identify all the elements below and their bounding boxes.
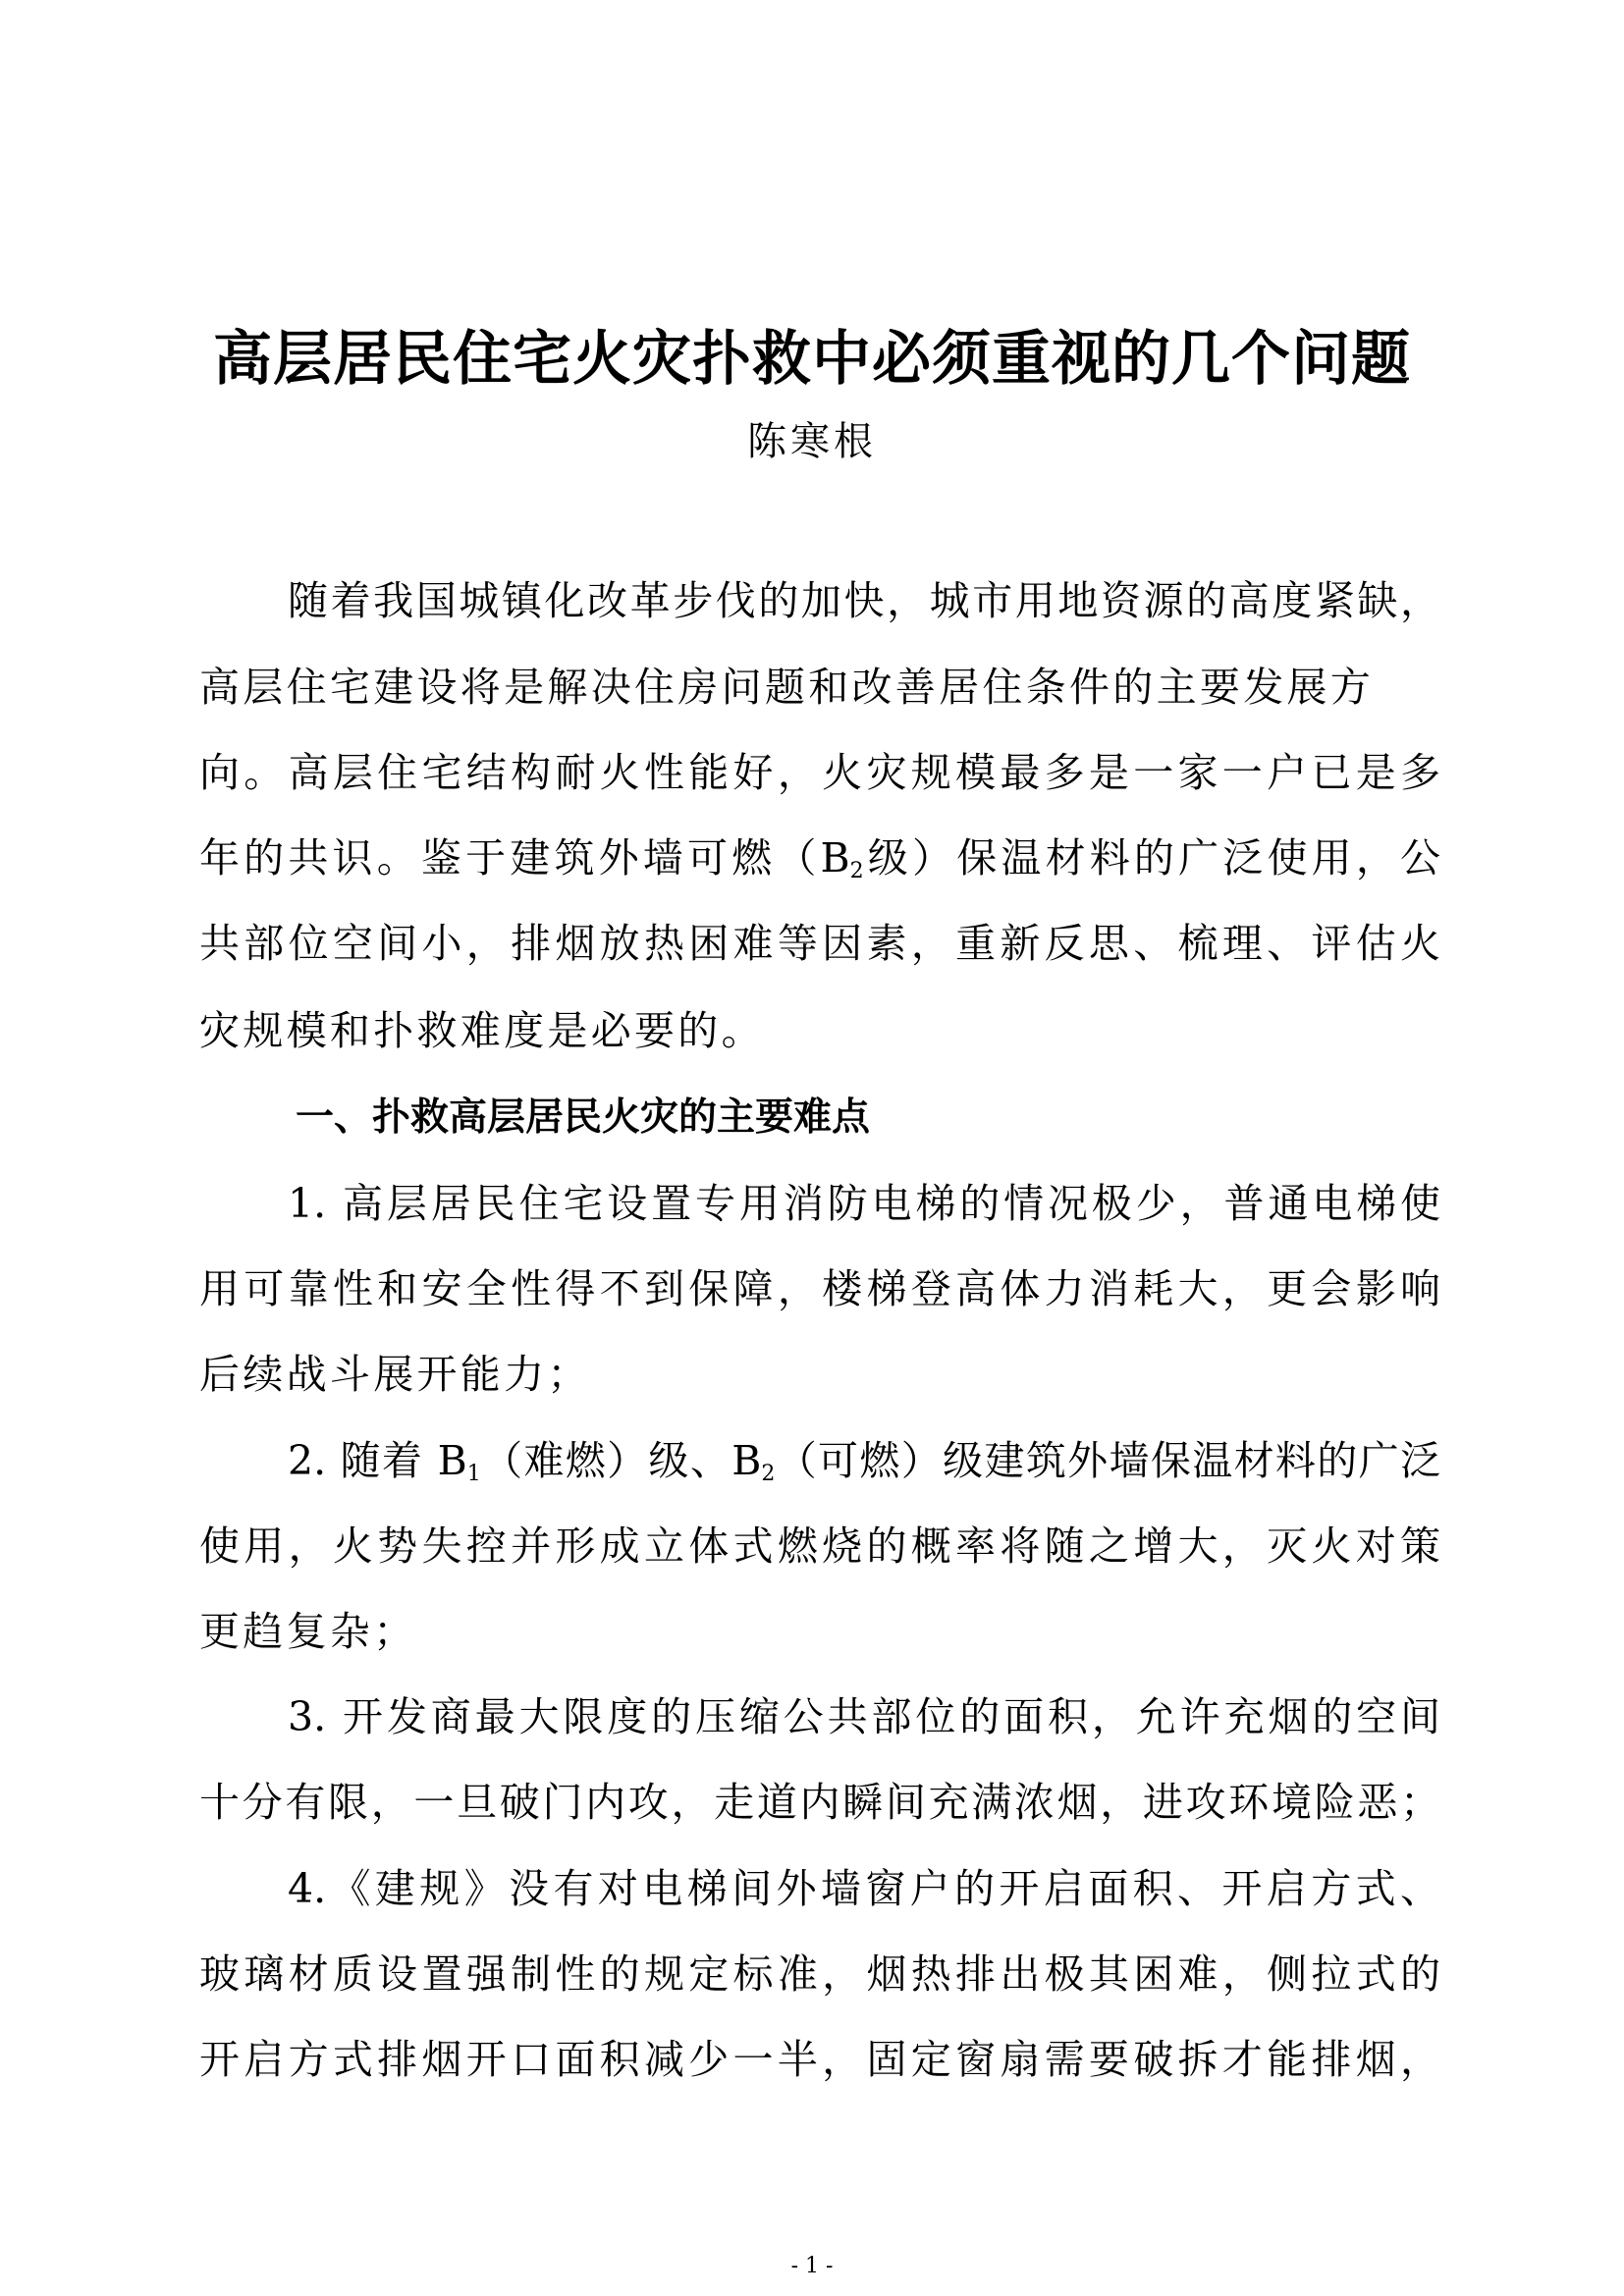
text: 共部位空间小，排烟放热困难等因素，重新反思、梳理、评估火 <box>199 920 1440 967</box>
list-item-line <box>288 1859 1440 1918</box>
subscript: 2 <box>849 859 864 883</box>
text: 十分有限，一旦破门内攻，走道内瞬间充满浓烟，进攻环境险恶； <box>199 1779 1440 1826</box>
paragraph-line <box>199 828 1440 887</box>
subscript: 2 <box>761 1462 776 1486</box>
text: 随着我国城镇化改革步伐的加快，城市用地资源的高度紧缺， <box>288 577 1440 624</box>
text: 开启方式排烟开口面积减少一半，固定窗扇需要破拆才能排烟， <box>199 2036 1440 2083</box>
paragraph-line <box>199 658 1440 717</box>
list-item-line <box>199 2030 1440 2089</box>
section-heading <box>296 1089 1537 1148</box>
subscript: 1 <box>466 1462 481 1486</box>
paragraph-line <box>199 1001 1440 1060</box>
list-item-line <box>199 1602 1440 1661</box>
text: 更趋复杂； <box>199 1608 417 1655</box>
list-item-line <box>199 1773 1440 1832</box>
paragraph-line <box>199 743 1440 802</box>
text: 高层住宅建设将是解决住房问题和改善居住条件的主要发展方 <box>199 664 1375 711</box>
text: 后续战斗展开能力； <box>199 1351 591 1398</box>
list-item-line <box>199 1945 1440 2003</box>
list-item-line <box>199 1259 1440 1318</box>
list-item-line <box>288 1687 1440 1746</box>
text: 一、扑救高层居民火灾的主要难点 <box>296 1095 871 1140</box>
text: 使用，火势失控并形成立体式燃烧的概率将随之增大，灭火对策 <box>199 1522 1440 1570</box>
list-item-line <box>199 1345 1440 1404</box>
author-name: 陈寒根 <box>747 419 877 464</box>
text: 用可靠性和安全性得不到保障，楼梯登高体力消耗大，更会影响 <box>199 1265 1440 1312</box>
list-item-line <box>288 1431 1440 1490</box>
text: 2. 随着 B <box>288 1437 467 1484</box>
text: 年的共识。鉴于建筑外墙可燃（B <box>199 834 850 881</box>
list-item-line <box>288 1174 1440 1233</box>
text: 3. 开发商最大限度的压缩公共部位的面积，允许充烟的空间 <box>288 1693 1440 1740</box>
text: 灾规模和扑救难度是必要的。 <box>199 1007 765 1054</box>
text: 4.《建规》没有对电梯间外墙窗户的开启面积、开启方式、 <box>288 1865 1440 1912</box>
text: 玻璃材质设置强制性的规定标准，烟热排出极其困难，侧拉式的 <box>199 1950 1440 1998</box>
document-title: 高层居民住宅火灾扑救中必须重视的几个问题 <box>213 325 1411 394</box>
paragraph-line <box>199 914 1440 973</box>
paragraph-line <box>288 571 1440 630</box>
text: 级）保温材料的广泛使用，公 <box>863 834 1440 881</box>
text: （可燃）级建筑外墙保温材料的广泛 <box>775 1437 1440 1484</box>
text: 1. 高层居民住宅设置专用消防电梯的情况极少，普通电梯使 <box>288 1180 1440 1227</box>
list-item-line <box>199 1517 1440 1575</box>
text: （难燃）级、B <box>480 1437 762 1484</box>
page-number: - 1 - <box>790 2254 834 2278</box>
text: 向。高层住宅结构耐火性能好，火灾规模最多是一家一户已是多 <box>199 749 1440 796</box>
